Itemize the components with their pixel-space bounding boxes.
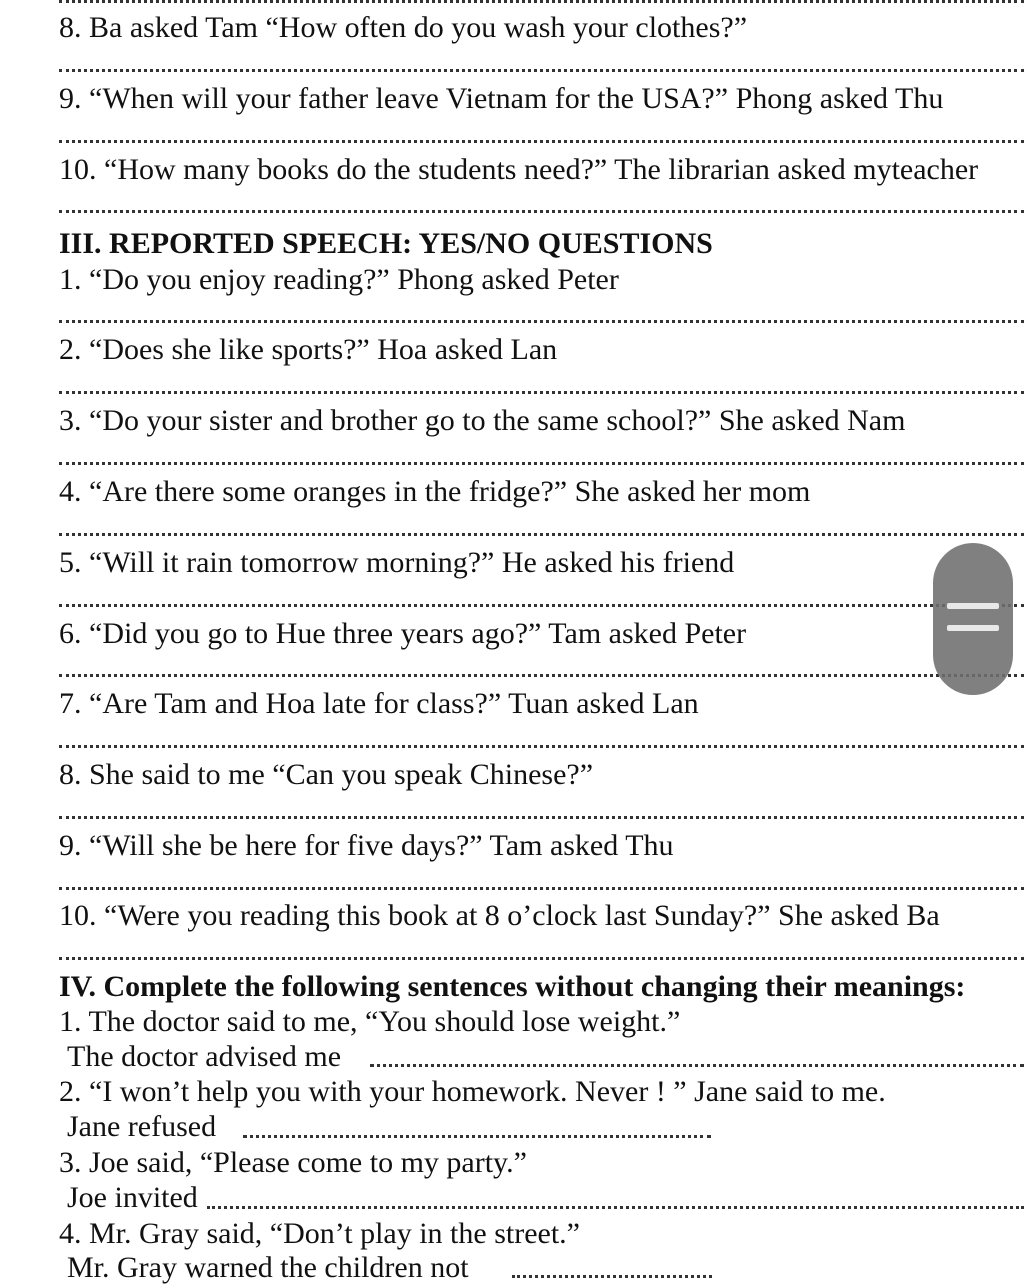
sentence-item: 3. Joe said, “Please come to my party.” [59, 1146, 527, 1179]
answer-line [59, 957, 1024, 960]
question-item: 4. “Are there some oranges in the fridge?” She asked her mom [59, 475, 811, 508]
question-item: 9. “When will your father leave Vietnam for the USA?” Phong asked Thu [59, 82, 944, 115]
question-item: 3. “Do your sister and brother go to the same school?” She asked Nam [59, 404, 906, 437]
rewrite-prompt: Mr. Gray warned the children not [67, 1251, 469, 1284]
rewrite-prompt: The doctor advised me [67, 1040, 342, 1073]
question-item: 9. “Will she be here for five days?” Tam asked Thu [59, 829, 674, 862]
answer-line [59, 462, 1024, 465]
answer-line [59, 887, 1024, 890]
answer-line [59, 391, 1024, 394]
sentence-item: 4. Mr. Gray said, “Don’t play in the street.” [59, 1217, 580, 1250]
answer-line [59, 320, 1024, 323]
answer-line [59, 0, 1024, 3]
question-item: 7. “Are Tam and Hoa late for class?” Tuan asked Lan [59, 687, 699, 720]
question-item: 1. “Do you enjoy reading?” Phong asked Peter [59, 263, 619, 296]
answer-line [512, 1275, 712, 1278]
answer-line [370, 1064, 1024, 1067]
answer-line [59, 69, 1024, 72]
answer-line [59, 745, 1024, 748]
question-item: 5. “Will it rain tomorrow morning?” He asked his friend [59, 546, 735, 579]
question-item: 10. “How many books do the students need?” The librarian asked myteacher [59, 153, 979, 186]
question-item: 6. “Did you go to Hue three years ago?” Tam asked Peter [59, 617, 747, 650]
question-item: 8. Ba asked Tam “How often do you wash your clothes?” [59, 11, 748, 44]
answer-line [59, 533, 1024, 536]
rewrite-prompt: Joe invited [67, 1181, 198, 1214]
answer-line [59, 140, 1024, 143]
question-item: 2. “Does she like sports?” Hoa asked Lan [59, 333, 558, 366]
section-heading: IV. Complete the following sentences without changing their meanings: [59, 970, 966, 1003]
sentence-item: 2. “I won’t help you with your homework. Never ! ” Jane said to me. [59, 1075, 886, 1108]
answer-line [207, 1206, 1024, 1209]
answer-line [59, 210, 1024, 213]
question-item: 8. She said to me “Can you speak Chinese?” [59, 758, 594, 791]
section-heading: III. REPORTED SPEECH: YES/NO QUESTIONS [59, 227, 713, 260]
rewrite-prompt: Jane refused [67, 1110, 217, 1143]
question-item: 10. “Were you reading this book at 8 o’clock last Sunday?” She asked Ba [59, 899, 940, 932]
answer-line [243, 1135, 711, 1138]
answer-line [59, 674, 1024, 677]
answer-line [59, 604, 1024, 607]
sentence-item: 1. The doctor said to me, “You should lose weight.” [59, 1005, 681, 1038]
scroll-handle[interactable] [933, 543, 1013, 695]
answer-line [59, 816, 1024, 819]
